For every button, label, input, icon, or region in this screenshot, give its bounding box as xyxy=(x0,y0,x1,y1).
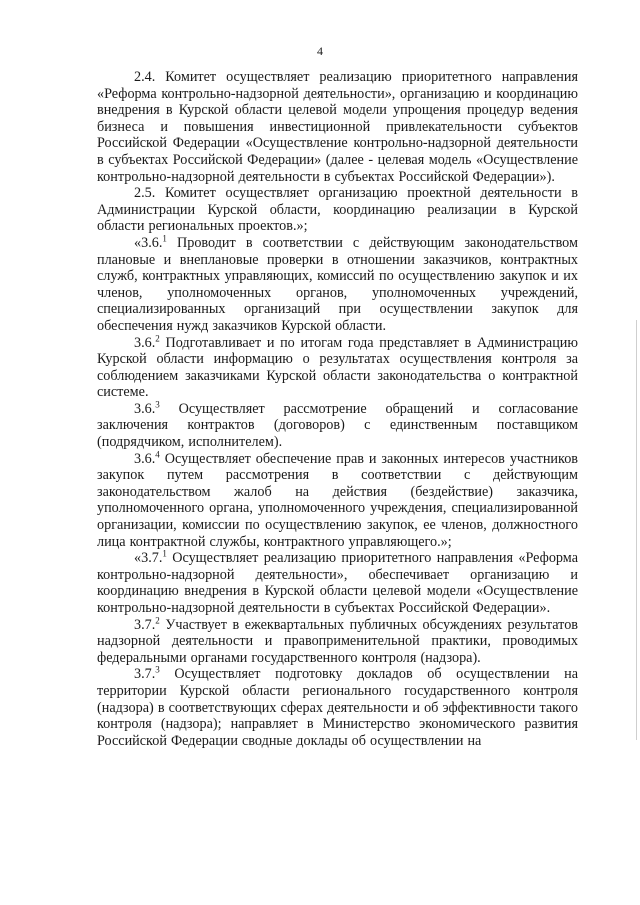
clause-number: «3.6.$^1$ xyxy=(134,233,167,251)
paragraph-2-4 xyxy=(97,69,578,185)
paragraph-3-7-1 xyxy=(97,550,578,616)
paragraph-3-7-2 xyxy=(97,614,578,667)
page-number: 4 xyxy=(317,44,323,58)
paragraph-3-6-3 xyxy=(97,401,578,451)
paragraph-3-6-4 xyxy=(97,448,578,551)
clause-number: 3.6.$^4$ xyxy=(134,448,160,467)
scan-edge-divider xyxy=(636,320,637,740)
paragraph-text: Осуществляет обеспечение прав и законных интересов участников закупок путем рассмотрения в соответствии с действующим законодательством жалоб на действия (бездействие) заказчика, уполномоченного органа, уполномоченного учреждения, специализированной организации, комиссии по осуществлению закупок, ее членов, должностного лица контрактной службы, контрактного управляющего.»; xyxy=(97,450,578,550)
paragraph-text: Подготавливает и по итогам года представляет в Администрацию Курской области информацию о результатах осуществления контроля за соблюдением заказчиками Курской области законодательства о контрактной системе. xyxy=(97,334,578,401)
paragraph-text: Комитет осуществляет реализацию приоритетного направления «Реформа контрольно-надзорной деятельности», организацию и координацию внедрения в Курской области целевой модели упрощения процедур ведения бизнеса и повышения инвестиционной привлекательности субъектов Российской Федерации «Осуществление контрольно-надзорной деятельности в субъектах Российской Федерации» (далее - целевая модель «Осуществление контрольно-надзорной деятельности в субъектах Российской Федерации»). xyxy=(97,69,578,185)
clause-number: 3.7.$^2$ xyxy=(134,614,160,633)
paragraph-3-7-3 xyxy=(97,666,578,749)
document-body xyxy=(97,69,578,749)
clause-number: 2.5. xyxy=(134,185,156,202)
paragraph-text: Осуществляет рассмотрение обращений и согласование заключения контрактов (договоров) с единственным поставщиком (подрядчиком, исполнителем). xyxy=(97,400,578,451)
paragraph-2-5 xyxy=(97,185,578,235)
clause-number: «3.7.$^1$ xyxy=(134,548,167,567)
clause-number: 3.7.$^3$ xyxy=(134,664,160,683)
clause-number: 3.6.$^2$ xyxy=(134,332,160,351)
clause-number: 3.6.$^3$ xyxy=(134,399,160,417)
paragraph-3-6-2 xyxy=(97,332,578,401)
paragraph-text: Осуществляет подготовку докладов об осуществлении на территории Курской области регионального государственного контроля (надзора) в соответствующих сферах деятельности и об эффективности такого контроля (надзора); направляет в Министерство экономического развития Российской Федерации сводные доклады об осуществлении на xyxy=(97,666,578,749)
paragraph-text: Комитет осуществляет организацию проектной деятельности в Администрации Курской области, координацию реализации в Курской области региональных проектов.»; xyxy=(97,185,578,235)
paragraph-text: Участвует в ежеквартальных публичных обсуждениях результатов надзорной деятельности и правоприменительной практики, проводимых федеральными органами государственного контроля (надзора). xyxy=(97,616,578,666)
paragraph-text: Осуществляет реализацию приоритетного направления «Реформа контрольно-надзорной деятельности», обеспечивает организацию и координацию внедрения в Курской области целевой модели «Осуществление контрольно-надзорной деятельности в субъектах Российской Федерации». xyxy=(97,550,578,616)
clause-number: 2.4. xyxy=(134,69,156,85)
paragraph-text: Проводит в соответствии с действующим законодательством плановые и внеплановые проверки в отношении заказчиков, контрактных служб, контрактных управляющих, комиссий по осуществлению закупок и их членов, уполномоченных органов, уполномоченных учреждений, специализированных организаций при осуществлении закупок для обеспечения нужд заказчиков Курской области. xyxy=(97,234,578,334)
paragraph-3-6-1 xyxy=(97,235,578,335)
